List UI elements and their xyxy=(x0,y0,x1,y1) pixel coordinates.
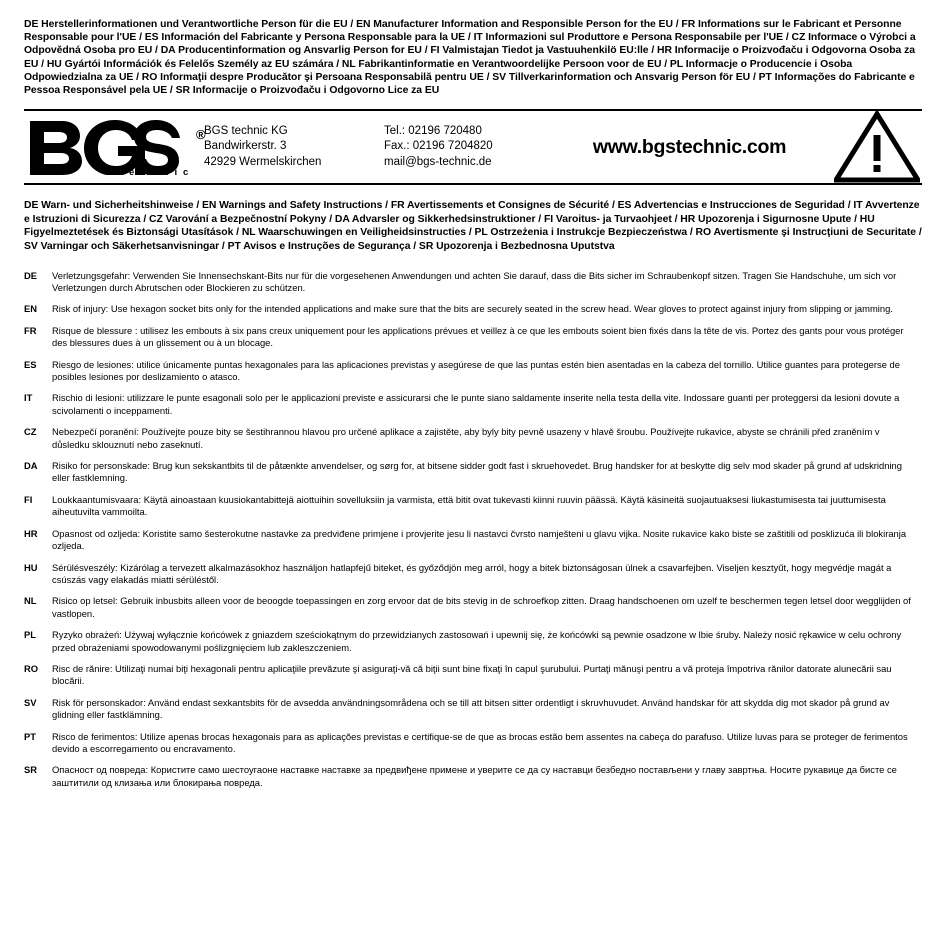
language-code: PL xyxy=(24,629,36,641)
instruction-row-fi xyxy=(24,494,922,519)
instruction-row-cz xyxy=(24,426,922,451)
instruction-row-sr xyxy=(24,764,922,789)
instruction-row-pt xyxy=(24,731,922,756)
instruction-text: Verletzungsgefahr: Verwenden Sie Innensechskant-Bits nur für die vorgesehenen Anwendungen und achten Sie darauf, dass die Bits sicher im Schraubenkopf sitzen. Tragen Sie Handschuhe, um sich vor Verletzungen durch Abrutschen oder Blockieren zu schützen. xyxy=(52,269,897,293)
language-code: HU xyxy=(24,561,38,573)
instruction-row-hr xyxy=(24,528,922,553)
safety-instructions-list xyxy=(24,270,922,790)
instruction-text: Risc de rănire: Utilizaţi numai biţi hexagonali pentru aplicaţiile prevăzute şi asiguraţi-vă că biţii sunt bine fixaţi în capul şurubului. Purtaţi mănuşi pentru a vă proteja împotriva rănilor datorate alunecării sau blocării. xyxy=(52,662,892,687)
instruction-text: Rischio di lesioni: utilizzare le punte esagonali solo per le applicazioni previste e assicurarsi che le punte siano saldamente inserite nella testa della vite. Indossare guanti per proteggersi da lesioni dovute a scivolamenti o inceppamenti. xyxy=(52,392,900,416)
instruction-row-sv xyxy=(24,697,922,722)
language-code: CZ xyxy=(24,426,37,438)
instruction-text: Ryzyko obrażeń: Używaj wyłącznie końcówek z gniazdem sześciokątnym do przewidzianych zastosowań i upewnij się, że końcówki są pewnie osadzone w lbie śruby. Należy nosić rękawice w celu ochrony przed obrażeniami spowodowanymi poślizgnięciem lub zakleszczeniem. xyxy=(52,629,902,653)
company-tel: Tel.: 02196 720480 xyxy=(384,124,482,137)
language-code: FI xyxy=(24,493,33,505)
warnings-heading: DE Warn- und Sicherheitshinweise / EN Warnings and Safety Instructions / FR Avertissements et Consignes de Sécurité / ES Advertencias e Instrucciones de Seguridad / IT Avvertenze e Istruzioni di Sicurezza / CZ Varování a Bezpečnostní Pokyny / DA Advarsler og Sikkerhedsinstruktioner / FI Varoitus- ja Turvaohjeet / HR Upozorenja i Sigurnosne Upute / HU Figyelmeztetések és Biztonsági Utasítások / NL Waarschuwingen en Veiligheidsinstructies / PL Ostrzeżenia i Instrukcje Bezpieczeństwa / RO Avertismente şi Instrucţiuni de Securitate / SV Varningar och Säkerhetsanvisningar / PT Avisos e Instruções de Segurança / SR Upozorenja i Bezbednosna Uputstva xyxy=(24,200,922,252)
instruction-row-it xyxy=(24,392,922,417)
language-code: PT xyxy=(24,730,36,742)
language-code: SV xyxy=(24,696,37,708)
company-city: 42929 Wermelskirchen xyxy=(204,155,322,168)
manufacturer-info-heading: DE Herstellerinformationen und Verantwortliche Person für die EU / EN Manufacturer Information and Responsible Person for the EU / FR Informations sur le Fabricant et Personne Responsable pour l'UE / ES Información del Fabricante y Persona Responsable para la UE / IT Informazioni sul Produttore e Persona Responsabile per l'UE / CZ Informace o Výrobci a Odpovědná Osoba pro EU / DA Producentinformation og Ansvarlig Person for EU / FI Valmistajan Tiedot ja Vastuuhenkilö EU:lle / HR Informacije o Proizvođaču i Odgovorna Osoba za EU / HU Gyártói Információk és Felelős Személy az EU számára / NL Fabrikantinformatie en Verantwoordelijke Persoon voor de EU / PL Informacje o Producencie i Osoba Odpowiedzialna za UE / RO Informaţii despre Producător şi Persoana Responsabilă pentru UE / SV Tillverkarinformation och Ansvarig Person för EU / PT Informações do Fabricante e Pessoa Responsável pela UE / SR Informacije o Proizvođaču i Odgovorno Lice za EU xyxy=(24,19,916,97)
instruction-text: Risico op letsel: Gebruik inbusbits alleen voor de beoogde toepassingen en zorg ervoor dat de bits stevig in de schroefkop zitten. Draag handschoenen om uzelf te beschermen tegen letsel door wegglijden of vastlopen. xyxy=(52,595,911,619)
company-name: BGS technic KG xyxy=(204,124,288,137)
company-fax: Fax.: 02196 7204820 xyxy=(384,140,493,153)
instruction-text: Risiko for personskade: Brug kun sekskantbits til de påtænkte anvendelser, og sørg for, at bitsene sidder godt fast i skruehovedet. Brug handsker for at beskytte dig selv mod skader på grund af udskridning eller fastklemning. xyxy=(52,460,902,484)
language-code: DA xyxy=(24,460,38,472)
warning-triangle-svg xyxy=(834,111,920,183)
logo-subtext: t e c h n i c xyxy=(120,167,190,179)
company-website: www.bgstechnic.com xyxy=(592,135,787,158)
instruction-row-ro xyxy=(24,663,922,688)
instruction-row-en xyxy=(24,303,922,315)
language-code: SR xyxy=(24,764,38,776)
instruction-text: Опасност од повреда: Користите само шестоугаоне наставке наставке за предвиђене примене и уверите се да су наставци безбедно постављени у главу завртња. Носите рукавице да бисте се заштитили од клизања или блокирања повреда. xyxy=(52,764,897,788)
company-contact xyxy=(384,124,559,171)
company-email: mail@bgs-technic.de xyxy=(384,155,492,168)
warning-triangle-icon xyxy=(830,111,922,183)
language-code: RO xyxy=(24,662,39,674)
instruction-text: Risk för personskador: Använd endast sexkantsbits för de avsedda användningsområdena och se till att bitsen sitter ordentligt i skruvhuvudet. Använd handskar för att skydda dig mot skador på grund av glidning eller fastklämning. xyxy=(52,696,890,721)
instruction-text: Opasnost od ozljeda: Koristite samo šesterokutne nastavke za predviđene primjene i provjerite jesu li nastavci čvrsto namješteni u glavu vijka. Nosite rukavice kako biste se zaštitili od posklizuća ili blokiranja ozljeda. xyxy=(52,527,907,552)
language-code: EN xyxy=(24,303,38,315)
language-code: HR xyxy=(24,527,38,539)
instruction-text: Risk of injury: Use hexagon socket bits only for the intended applications and make sure that the bits are securely seated in the screw head. Wear gloves to protect against injury from slipping or jamming. xyxy=(52,303,893,315)
language-code: IT xyxy=(24,392,33,404)
company-header-band xyxy=(24,109,922,185)
instruction-text: Nebezpečí poranění: Používejte pouze bity se šestihrannou hlavou pro určené aplikace a zajistěte, aby byly bity pevně usazeny v hlavě šroubu. Používejte rukavice, abyste se chránili před zraněním v důsledku sklouznutí nebo zaseknutí. xyxy=(52,426,880,450)
instruction-text: Sérülésveszély: Kizárólag a tervezett alkalmazásokhoz használjon hatlapfejű biteket, és győződjön meg arról, hogy a bitek biztonságosan ülnek a csavarfejben. Viseljen kesztyűt, hogy megvédje magát a csúszás vagy elakadás miatti sérüléstől. xyxy=(52,561,892,585)
company-street: Bandwirkerstr. 3 xyxy=(204,140,287,153)
instruction-row-fr xyxy=(24,325,922,350)
instruction-row-hu xyxy=(24,562,922,587)
language-code: DE xyxy=(24,269,38,281)
bgs-logo xyxy=(24,119,206,179)
instruction-row-pl xyxy=(24,629,922,654)
company-address xyxy=(188,124,384,171)
instruction-text: Loukkaantumisvaara: Käytä ainoastaan kuusiokantabittejä aiottuihin sovelluksiin ja varmista, että bitit ovat tukevasti kiinni ruuvin päässä. Käytä käsineitä suojautuaksesi liukastumisesta tai juuttumisesta aiheutuvilta vammoilta. xyxy=(52,493,886,518)
instruction-row-es xyxy=(24,359,922,384)
language-code: FR xyxy=(24,324,37,336)
instruction-row-nl xyxy=(24,595,922,620)
logo-registered-mark: ® xyxy=(196,127,206,143)
language-code: ES xyxy=(24,358,37,370)
instruction-text: Riesgo de lesiones: utilice únicamente puntas hexagonales para las aplicaciones previstas y asegúrese de que las puntas estén bien asentadas en la cabeza del tornillo. Utilice guantes para protegerse de posibles lesiones por deslizamiento o atasco. xyxy=(52,358,900,383)
instruction-text: Risque de blessure : utilisez les embouts à six pans creux uniquement pour les applications prévues et veillez à ce que les embouts soient bien fixés dans la tête de vis. Portez des gants pour vous protéger des blessures dues à un glissement ou à un blocage. xyxy=(52,324,904,349)
instruction-row-da xyxy=(24,460,922,485)
instruction-text: Risco de ferimentos: Utilize apenas brocas hexagonais para as aplicações previstas e certifique-se de que as brocas estão bem assentes na cabeça do parafuso. Utilize luvas para se proteger de ferimentos devido a escorregamento ou encravamento. xyxy=(52,730,908,754)
language-code: NL xyxy=(24,595,37,607)
instruction-row-de xyxy=(24,270,922,295)
